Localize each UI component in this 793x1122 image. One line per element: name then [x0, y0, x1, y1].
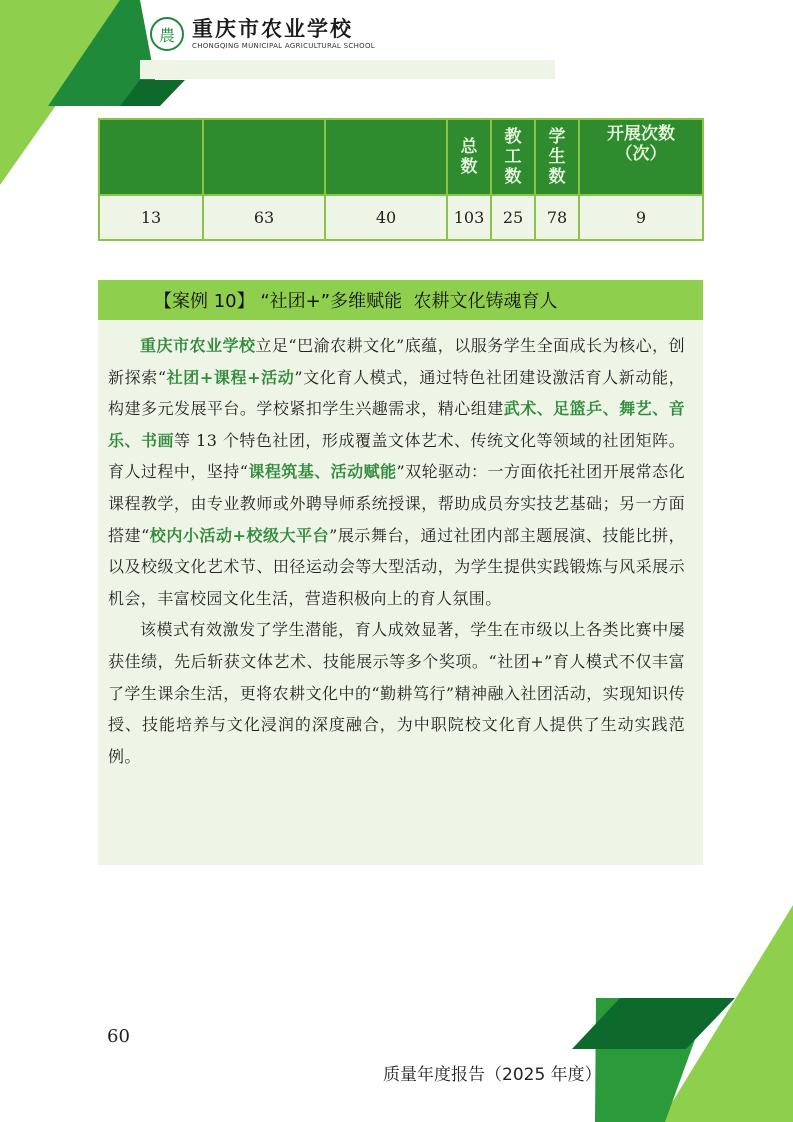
page-number: 60	[107, 1026, 130, 1047]
school-logo	[150, 17, 375, 51]
header-band	[140, 60, 555, 79]
table-cell: 78	[535, 195, 579, 240]
table-header-row	[99, 119, 703, 195]
school-name-en: CHONGQING MUNICIPAL AGRICULTURAL SCHOOL	[192, 42, 375, 50]
statistics-table	[98, 118, 704, 241]
body-text: 立足“巴渝农耕文化”底蕴，以服务学生全面成长为核心，创新探索“	[108, 336, 685, 387]
table-cell: 63	[203, 195, 325, 240]
highlight-text: 重庆市农业学校	[140, 336, 256, 355]
case-paragraph-1	[108, 330, 685, 614]
school-name	[192, 18, 375, 50]
school-name-cn: 重庆市农业学校	[192, 16, 353, 41]
case-paragraph-2: 该模式有效激发了学生潜能，育人成效显著，学生在市级以上各类比赛中屡获佳绩，先后斩获文体艺术、技能展示等多个奖项。“社团+”育人模式不仅丰富了学生课余生活，更将农耕文化中的“勤耕笃行”精神融入社团活动，实现知识传授、技能培养与文化浸润的深度融合，为中职院校文化育人提供了生动实践范例。	[108, 620, 685, 766]
table-header-cell	[203, 119, 325, 195]
school-seal-icon: 農	[150, 17, 184, 51]
body-text: ”展示舞台，通过社团内部主题展演、技能比拼，以及校级文化艺术节、田径运动会等大型活动，为学生提供实践锻炼与风采展示机会，丰富校园文化生活，营造积极向上的育人氛围。	[108, 525, 685, 608]
case-title: 【案例 10】 “社团+”多维赋能 农耕文化铸魂育人	[98, 280, 703, 320]
body-text: ”文化育人模式，通过特色社团建设激活育人新动能，构建多元发展平台。学校紧扣学生兴趣需求，精心组建	[108, 367, 686, 419]
highlight-text: 武术、足篮乒、舞艺、音乐、书画	[108, 399, 685, 450]
table-cell: 9	[579, 195, 703, 240]
table-header-cell	[325, 119, 447, 195]
table-header-cell: 学生数	[535, 119, 579, 195]
table-cell: 40	[325, 195, 447, 240]
body-text: 等 13 个特色社团，形成覆盖文体艺术、传统文化等领域的社团矩阵。育人过程中，坚持“	[108, 430, 685, 482]
table-cell: 103	[447, 195, 491, 240]
body-text: ”双轮驱动：一方面依托社团开展常态化课程教学，由专业教师或外聘导师系统授课，帮助成员夯实技艺基础；另一方面搭建“	[108, 462, 685, 545]
highlight-text: 课程筑基、活动赋能	[248, 462, 397, 482]
table-row	[99, 195, 703, 240]
highlight-text: 社团+课程+活动	[166, 367, 295, 387]
table-header-cell	[99, 119, 203, 195]
table-cell: 25	[491, 195, 535, 240]
highlight-text: 校内小活动+校级大平台	[149, 525, 330, 545]
report-title: 质量年度报告（2025 年度）	[383, 1065, 602, 1085]
table-header-cell: 开展次数（次）	[579, 119, 703, 195]
table-header-cell: 教工数	[491, 119, 535, 195]
table-cell: 13	[99, 195, 203, 240]
case-body	[98, 320, 703, 865]
table-header-cell: 总数	[447, 119, 491, 195]
